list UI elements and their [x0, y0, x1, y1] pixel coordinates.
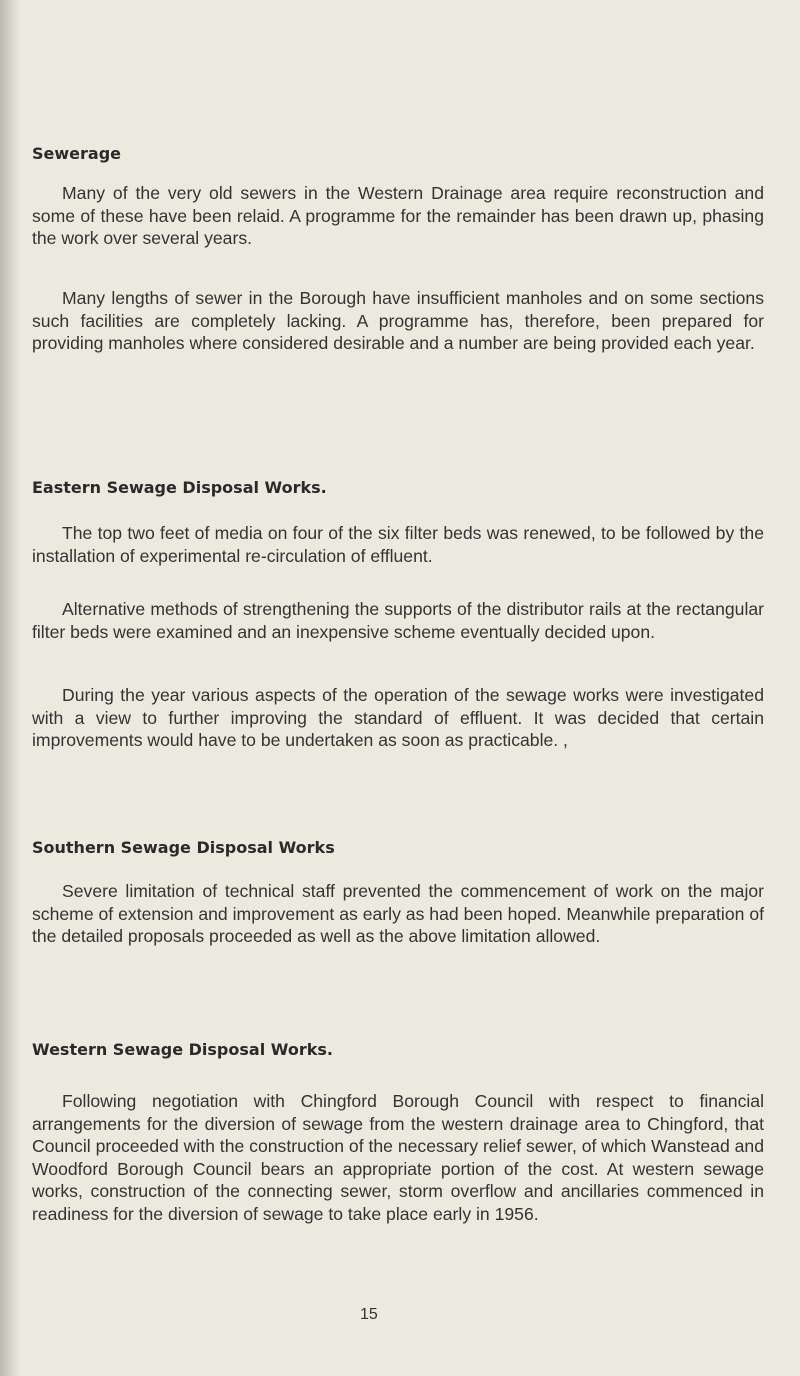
paragraph: Severe limitation of technical staff prevented the commencement of work on the major scheme of extension and improvement as early as had been hoped. Meanwhile preparation of the detailed proposals proceeded as well as the above limitation allowed.: [32, 881, 764, 947]
paragraph: Many of the very old sewers in the Western Drainage area require reconstruction and some of these have been relaid. A programme for the remainder has been drawn up, phasing the work over several years.: [32, 183, 764, 249]
section-heading-sewerage: Sewerage: [32, 144, 121, 163]
page-number: 15: [360, 1306, 378, 1323]
section-heading-western-works: Western Sewage Disposal Works.: [32, 1040, 333, 1059]
section-heading-eastern-works: Eastern Sewage Disposal Works.: [32, 478, 327, 497]
paragraph: During the year various aspects of the operation of the sewage works were investigated with a view to further improving the standard of effluent. It was decided that certain improvements would have to be undertaken as soon as practicable. ,: [32, 685, 764, 751]
section-heading-southern-works: Southern Sewage Disposal Works: [32, 838, 335, 857]
paragraph: The top two feet of media on four of the six filter beds was renewed, to be followed by the installation of experimental re-circulation of effluent.: [32, 523, 764, 566]
paragraph: Following negotiation with Chingford Borough Council with respect to financial arrangements for the diversion of sewage from the western drainage area to Chingford, that Council proceeded with the construction of the necessary relief sewer, of which Wanstead and Woodford Borough Council bears an appropriate portion of the cost. At western sewage works, construction of the connecting sewer, storm overflow and ancillaries commenced in readiness for the diversion of sewage to take place early in 1956.: [32, 1091, 764, 1224]
page-binding-edge: [0, 0, 20, 1376]
paragraph: Many lengths of sewer in the Borough have insufficient manholes and on some sections such facilities are completely lacking. A programme has, therefore, been prepared for providing manholes where considered desirable and a number are being provided each year.: [32, 288, 764, 354]
paragraph: Alternative methods of strengthening the supports of the distributor rails at the rectangular filter beds were examined and an inexpensive scheme eventually decided upon.: [32, 599, 764, 642]
